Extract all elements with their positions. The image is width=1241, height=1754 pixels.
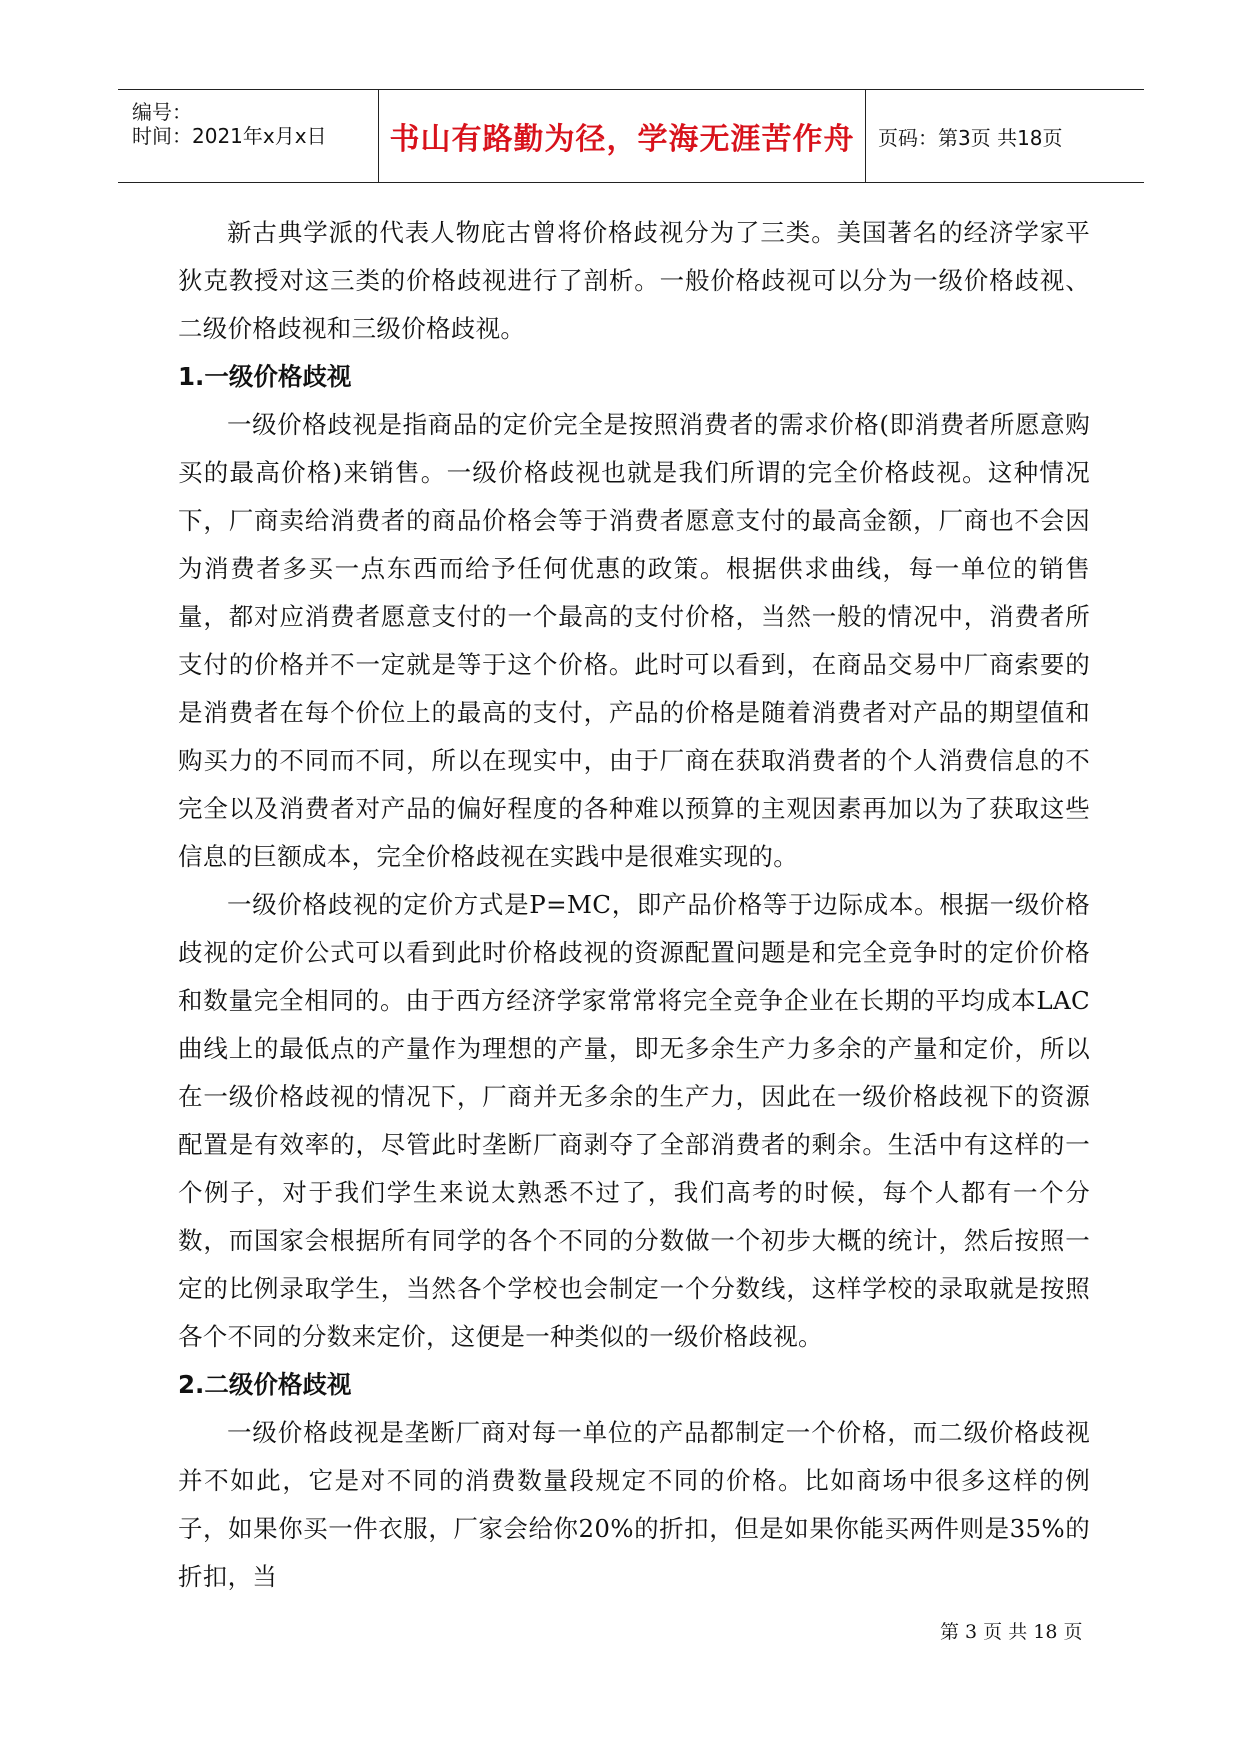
header-page-cell xyxy=(866,90,1144,182)
header-info-cell xyxy=(118,90,378,182)
document-date: 时间：2021年x月x日 xyxy=(132,124,327,148)
paragraph-intro: 新古典学派的代表人物庇古曾将价格歧视分为了三类。美国著名的经济学家平狄克教授对这三类的价格歧视进行了剖析。一般价格歧视可以分为一级价格歧视、二级价格歧视和三级价格歧视。 xyxy=(178,218,1090,343)
header-page-code: 页码：第3页 共18页 xyxy=(878,125,1063,150)
paragraph-second-degree: 一级价格歧视是垄断厂商对每一单位的产品都制定一个价格，而二级价格歧视并不如此，它是对不同的消费数量段规定不同的价格。比如商场中很多这样的例子，如果你买一件衣服，厂家会给你20%的折扣，但是如果你能买两件则是35%的折扣，当 xyxy=(178,1418,1090,1591)
header-motto-cell xyxy=(378,90,866,182)
document-number-label: 编号： xyxy=(132,100,192,124)
section-heading-first-degree: 1.一级价格歧视 xyxy=(178,362,352,391)
header-motto: 书山有路勤为径，学海无涯苦作舟 xyxy=(389,122,855,157)
paragraph-first-degree-pricing: 一级价格歧视的定价方式是P=MC，即产品价格等于边际成本。根据一级价格歧视的定价公式可以看到此时价格歧视的资源配置问题是和完全竞争时的定价价格和数量完全相同的。由于西方经济学家常常将完全竞争企业在长期的平均成本LAC曲线上的最低点的产量作为理想的产量，即无多余生产力多余的产量和定价，所以在一级价格歧视的情况下，厂商并无多余的生产力，因此在一级价格歧视下的资源配置是有效率的，尽管此时垄断厂商剥夺了全部消费者的剩余。生活中有这样的一个例子，对于我们学生来说太熟悉不过了，我们高考的时候，每个人都有一个分数，而国家会根据所有同学的各个不同的分数做一个初步大概的统计，然后按照一定的比例录取学生，当然各个学校也会制定一个分数线，这样学校的录取就是按照各个不同的分数来定价，这便是一种类似的一级价格歧视。 xyxy=(178,890,1090,1351)
document-body xyxy=(178,209,1090,1601)
paragraph-first-degree-definition: 一级价格歧视是指商品的定价完全是按照消费者的需求价格(即消费者所愿意购买的最高价格)来销售。一级价格歧视也就是我们所谓的完全价格歧视。这种情况下，厂商卖给消费者的商品价格会等于消费者愿意支付的最高金额，厂商也不会因为消费者多买一点东西而给予任何优惠的政策。根据供求曲线，每一单位的销售量，都对应消费者愿意支付的一个最高的支付价格，当然一般的情况中，消费者所支付的价格并不一定就是等于这个价格。此时可以看到，在商品交易中厂商索要的是消费者在每个价位上的最高的支付，产品的价格是随着消费者对产品的期望值和购买力的不同而不同，所以在现实中，由于厂商在获取消费者的个人消费信息的不完全以及消费者对产品的偏好程度的各种难以预算的主观因素再加以为了获取这些信息的巨额成本，完全价格歧视在实践中是很难实现的。 xyxy=(178,410,1090,871)
page-footer-number: 第 3 页 共 18 页 xyxy=(940,1621,1083,1643)
page-header xyxy=(118,89,1144,183)
section-heading-second-degree: 2.二级价格歧视 xyxy=(178,1370,352,1399)
